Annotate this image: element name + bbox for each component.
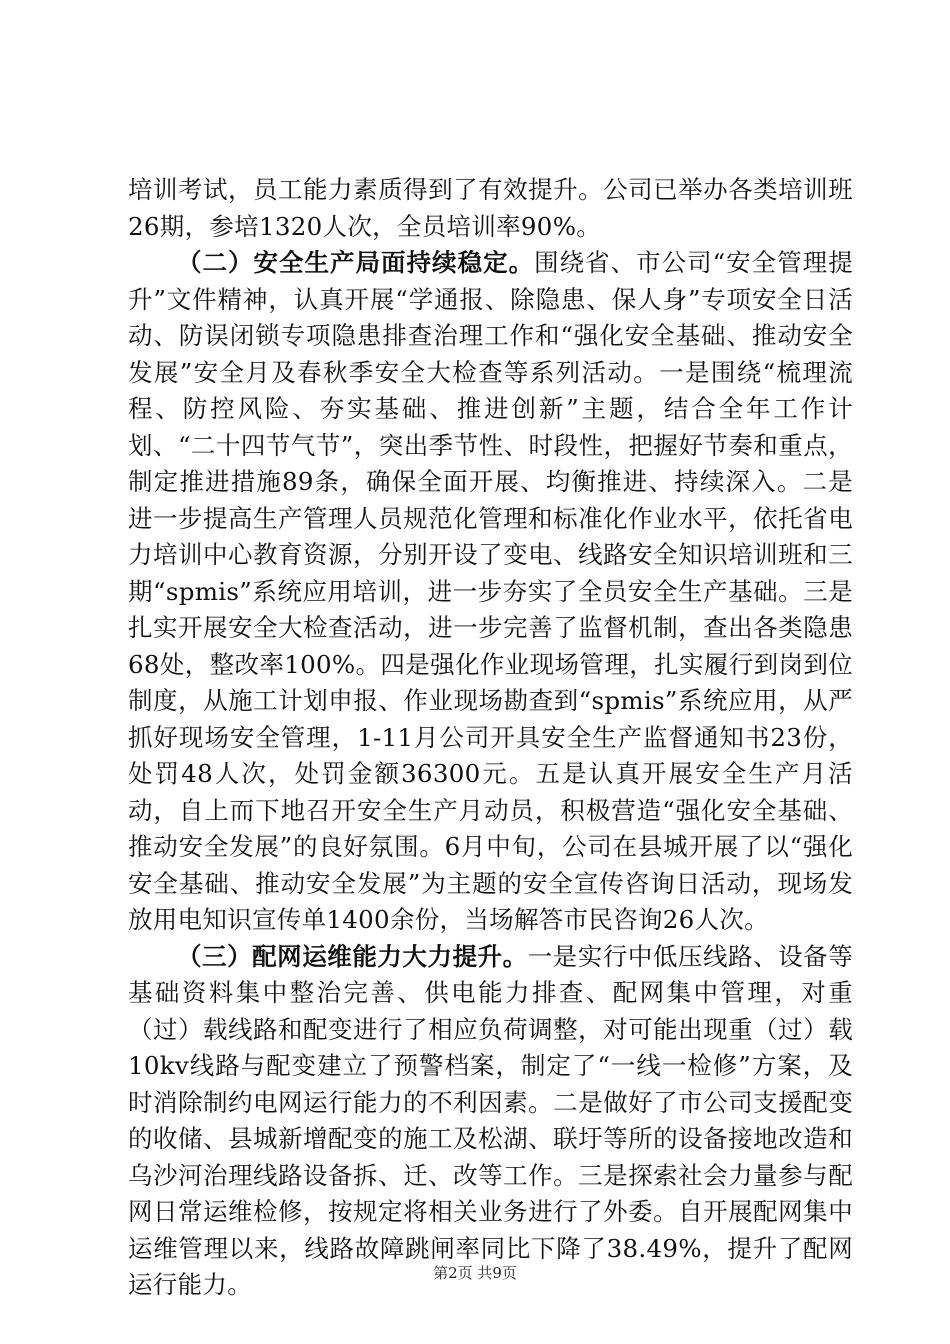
paragraph-training-continuation (128, 172, 853, 245)
paragraph-safety-production (128, 245, 853, 939)
paragraph-distribution-network (128, 939, 853, 1304)
paragraph-text: 围绕省、市公司“安全管理提升”文件精神，认真开展“学通报、除隐患、保人身”专项安全日活动、防误闭锁专项隐患排查治理工作和“强化安全基础、推动安全发展”安全月及春秋季安全大检查等系列活动。一是围绕“梳理流程、防控风险、夯实基础、推进创新”主题，结合全年工作计划、“二十四节气节”，突出季节性、时段性，把握好节奏和重点，制定推进措施89条，确保全面开展、均衡推进、持续深入。二是进一步提高生产管理人员规范化管理和标准化作业水平，依托省电力培训中心教育资源，分别开设了变电、线路安全知识培训班和三期“spmis”系统应用培训，进一步夯实了全员安全生产基础。三是扎实开展安全大检查活动，进一步完善了监督机制，查出各类隐患68处，整改率100%。四是强化作业现场管理，扎实履行到岗到位制度，从施工计划申报、作业现场勘查到“spmis”系统应用，从严抓好现场安全管理，1-11月公司开具安全生产监督通知书23份，处罚48人次，处罚金额36300元。五是认真开展安全生产月活动，自上而下地召开安全生产月动员，积极营造“强化安全基础、推动安全发展”的良好氛围。6月中旬，公司在县城开展了以“强化安全基础、推动安全发展”为主题的安全宣传咨询日活动，现场发放用电知识宣传单1400余份，当场解答市民咨询26人次。 (128, 248, 853, 934)
section-heading-distribution: （三）配网运维能力大力提升。 (177, 941, 528, 971)
page-number-footer: 第2页 共9页 (433, 1264, 517, 1282)
section-heading-safety: （二）安全生产局面持续稳定。 (177, 248, 535, 277)
paragraph-text: 培训考试，员工能力素质得到了有效提升。公司已举办各类培训班26期，参培1320人次，全员培训率90%。 (128, 175, 853, 241)
document-body (128, 172, 853, 1304)
paragraph-text: 一是实行中低压线路、设备等基础资料集中整治完善、供电能力排查、配网集中管理，对重（过）载线路和配变进行了相应负荷调整，对可能出现重（过）载10kv线路与配变建立了预警档案，制定了“一线一检修”方案，及时消除制约电网运行能力的不利因素。二是做好了市公司支援配变的收储、县城新增配变的施工及松湖、联圩等所的设备接地改造和乌沙河治理线路设备拆、迁、改等工作。三是探索社会力量参与配网日常运维检修，按规定将相关业务进行了外委。自开展配网集中运维管理以来，线路故障跳闸率同比下降了38.49%，提升了配网运行能力。 (128, 941, 853, 1299)
